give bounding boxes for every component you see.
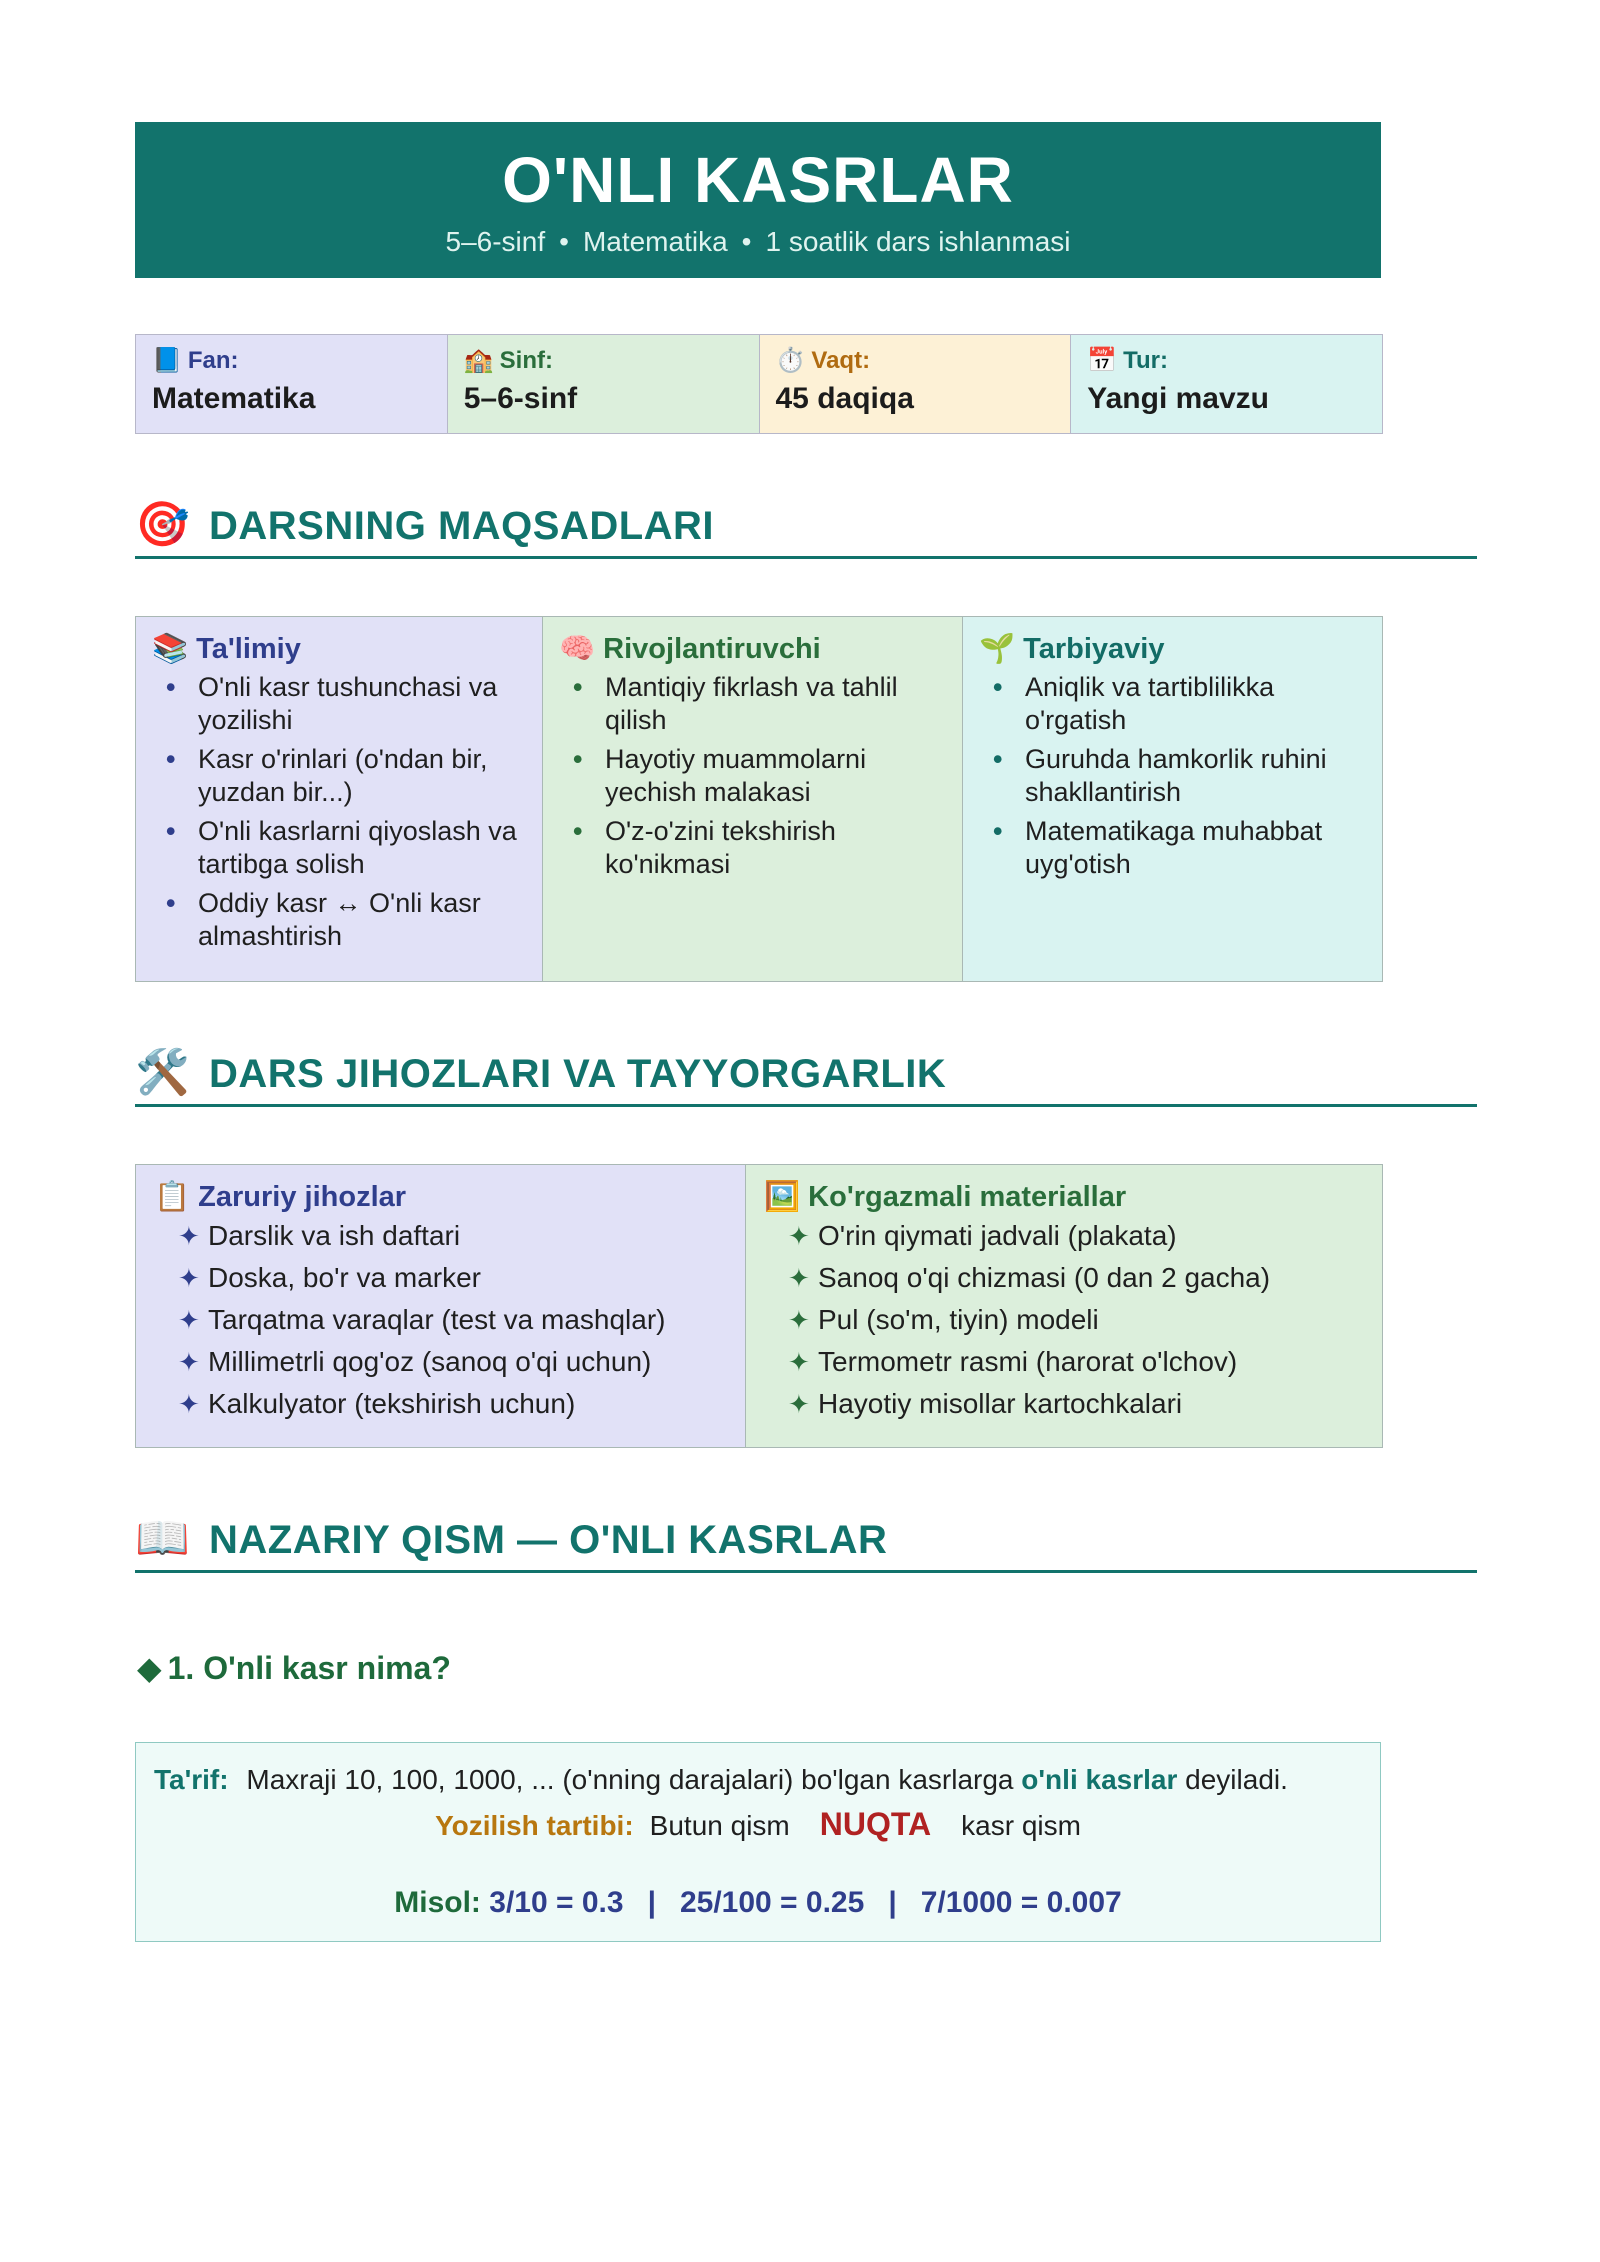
- goal-list: [559, 671, 948, 881]
- subtitle-separator: •: [559, 226, 569, 257]
- list-item: • Mantiqiy fikrlash va tahlil qilish: [573, 672, 898, 735]
- goal-educational: [136, 617, 543, 981]
- goal-list: [979, 671, 1368, 881]
- example-item: 7/1000 = 0.007: [920, 1886, 1122, 1919]
- writing-whole: Butun qism: [649, 1810, 790, 1841]
- sparkle-icon: ✦: [788, 1347, 810, 1377]
- section-heading-theory: [135, 1510, 1477, 1573]
- info-type: [1071, 335, 1382, 433]
- stopwatch-icon: ⏱️: [775, 347, 806, 374]
- sparkle-icon: ✦: [788, 1389, 810, 1419]
- equipment-panel: [135, 1164, 1383, 1448]
- bullet-icon: •: [993, 672, 1003, 702]
- bullet-icon: •: [166, 888, 176, 918]
- calendar-icon: 📅: [1087, 347, 1118, 374]
- info-label: Sinf:: [499, 347, 553, 374]
- info-label: Tur:: [1123, 347, 1169, 374]
- goal-list: [152, 671, 528, 953]
- equipment-title: Zaruriy jihozlar: [198, 1181, 407, 1213]
- info-row: [135, 334, 1383, 434]
- example-item: 25/100 = 0.25: [679, 1886, 865, 1919]
- list-item: ✦ O'rin qiymati jadvali (plakata): [788, 1220, 1177, 1251]
- goal-title: Rivojlantiruvchi: [603, 633, 821, 665]
- sparkle-icon: ✦: [178, 1263, 200, 1293]
- equipment-title: Ko'rgazmali materiallar: [808, 1181, 1127, 1213]
- sparkle-icon: ✦: [788, 1305, 810, 1335]
- book-icon: 📘: [152, 347, 182, 374]
- sparkle-icon: ✦: [178, 1347, 200, 1377]
- subtitle-grade: 5–6-sinf: [445, 226, 546, 257]
- definition-highlight: o'nli kasrlar: [1021, 1764, 1178, 1795]
- bullet-icon: •: [166, 816, 176, 846]
- diamond-icon: ◆: [137, 1650, 162, 1686]
- sparkle-icon: ✦: [178, 1305, 200, 1335]
- bullet-icon: •: [993, 816, 1003, 846]
- definition-line: [154, 1763, 1288, 1797]
- target-icon: 🎯: [135, 500, 190, 549]
- goals-panel: [135, 616, 1383, 982]
- list-item: • O'nli kasr tushunchasi va yozilishi: [166, 672, 498, 735]
- list-item: • Guruhda hamkorlik ruhini shakllantirish: [993, 744, 1327, 807]
- info-value: 5–6-sinf: [463, 382, 578, 415]
- goal-developmental: [543, 617, 963, 981]
- list-item: • Matematikaga muhabbat uyg'otish: [993, 816, 1323, 879]
- info-value: Matematika: [152, 382, 316, 415]
- school-icon: 🏫: [463, 347, 494, 374]
- example-label: Misol:: [394, 1886, 481, 1919]
- bullet-icon: •: [166, 672, 176, 702]
- example-separator: |: [647, 1886, 656, 1919]
- definition-text: Maxraji 10, 100, 1000, ... (o'nning darajalari) bo'lgan kasrlarga: [246, 1764, 1014, 1795]
- info-label: Fan:: [187, 347, 239, 374]
- seedling-icon: 🌱: [979, 633, 1016, 665]
- bullet-icon: •: [573, 816, 583, 846]
- writing-dot: NUQTA: [819, 1806, 932, 1842]
- list-item: ✦ Pul (so'm, tiyin) modeli: [788, 1304, 1099, 1335]
- list-item: ✦ Hayotiy misollar kartochkalari: [788, 1388, 1183, 1419]
- title-banner: [135, 122, 1381, 278]
- section-title: DARS JIHOZLARI VA TAYYORGARLIK: [209, 1052, 947, 1096]
- tools-icon: 🛠️: [135, 1048, 190, 1097]
- books-icon: 📚: [152, 633, 189, 665]
- example-line: [136, 1885, 1380, 1921]
- clipboard-icon: 📋: [154, 1181, 191, 1213]
- list-item: ✦ Sanoq o'qi chizmasi (0 dan 2 gacha): [788, 1262, 1271, 1293]
- section-title: DARSNING MAQSADLARI: [209, 504, 715, 548]
- section-title: NAZARIY QISM — O'NLI KASRLAR: [209, 1518, 888, 1562]
- equipment-list: [154, 1219, 731, 1421]
- info-time: [760, 335, 1072, 433]
- section-heading-goals: [135, 496, 1477, 559]
- info-value: Yangi mavzu: [1087, 382, 1269, 415]
- subheading: ◆ 1. O'nli kasr nima?: [137, 1650, 451, 1686]
- list-item: ✦ Millimetrli qog'oz (sanoq o'qi uchun): [178, 1346, 652, 1377]
- bullet-icon: •: [573, 672, 583, 702]
- list-item: • Kasr o'rinlari (o'ndan bir, yuzdan bir...): [166, 744, 488, 807]
- page-title: O'NLI KASRLAR: [502, 144, 1014, 216]
- section-heading-equipment: [135, 1044, 1477, 1107]
- picture-icon: 🖼️: [764, 1181, 801, 1213]
- goal-upbringing: [963, 617, 1382, 981]
- open-book-icon: 📖: [135, 1514, 190, 1563]
- list-item: ✦ Termometr rasmi (harorat o'lchov): [788, 1346, 1238, 1377]
- definition-box: [135, 1742, 1381, 1942]
- equipment-list: [764, 1219, 1368, 1421]
- sparkle-icon: ✦: [178, 1221, 200, 1251]
- bullet-icon: •: [993, 744, 1003, 774]
- info-subject: [136, 335, 448, 433]
- goal-title: Ta'limiy: [196, 633, 301, 665]
- subtitle-duration: 1 soatlik dars ishlanmasi: [765, 226, 1071, 257]
- writing-order-line: [136, 1807, 1380, 1843]
- subtitle-subject: Matematika: [582, 226, 728, 257]
- writing-fraction: kasr qism: [961, 1810, 1081, 1841]
- list-item: ✦ Darslik va ish daftari: [178, 1220, 461, 1251]
- definition-label: Ta'rif:: [154, 1764, 229, 1795]
- sparkle-icon: ✦: [788, 1221, 810, 1251]
- list-item: • Hayotiy muammolarni yechish malakasi: [573, 744, 867, 807]
- example-item: 3/10 = 0.3: [489, 1886, 624, 1919]
- list-item: ✦ Tarqatma varaqlar (test va mashqlar): [178, 1304, 666, 1335]
- info-grade: [448, 335, 760, 433]
- brain-icon: 🧠: [559, 633, 596, 665]
- example-separator: |: [888, 1886, 897, 1919]
- bullet-icon: •: [573, 744, 583, 774]
- list-item: • Oddiy kasr ↔ O'nli kasr almashtirish: [166, 888, 481, 951]
- info-label: Vaqt:: [811, 347, 871, 374]
- list-item: ✦ Kalkulyator (tekshirish uchun): [178, 1388, 576, 1419]
- equipment-visual: [746, 1165, 1382, 1447]
- sparkle-icon: ✦: [178, 1389, 200, 1419]
- list-item: • O'nli kasrlarni qiyoslash va tartibga solish: [166, 816, 517, 879]
- sparkle-icon: ✦: [788, 1263, 810, 1293]
- bullet-icon: •: [166, 744, 176, 774]
- list-item: ✦ Doska, bo'r va marker: [178, 1262, 481, 1293]
- subtitle-separator: •: [741, 226, 752, 257]
- list-item: • O'z-o'zini tekshirish ko'nikmasi: [573, 816, 836, 879]
- info-value: 45 daqiqa: [775, 382, 914, 415]
- writing-label: Yozilish tartibi:: [435, 1810, 634, 1841]
- page-subtitle: [135, 226, 1381, 258]
- goal-title: Tarbiyaviy: [1023, 633, 1165, 665]
- equipment-required: [136, 1165, 746, 1447]
- list-item: • Aniqlik va tartiblilikka o'rgatish: [993, 672, 1275, 735]
- definition-end: deyiladi.: [1185, 1764, 1288, 1795]
